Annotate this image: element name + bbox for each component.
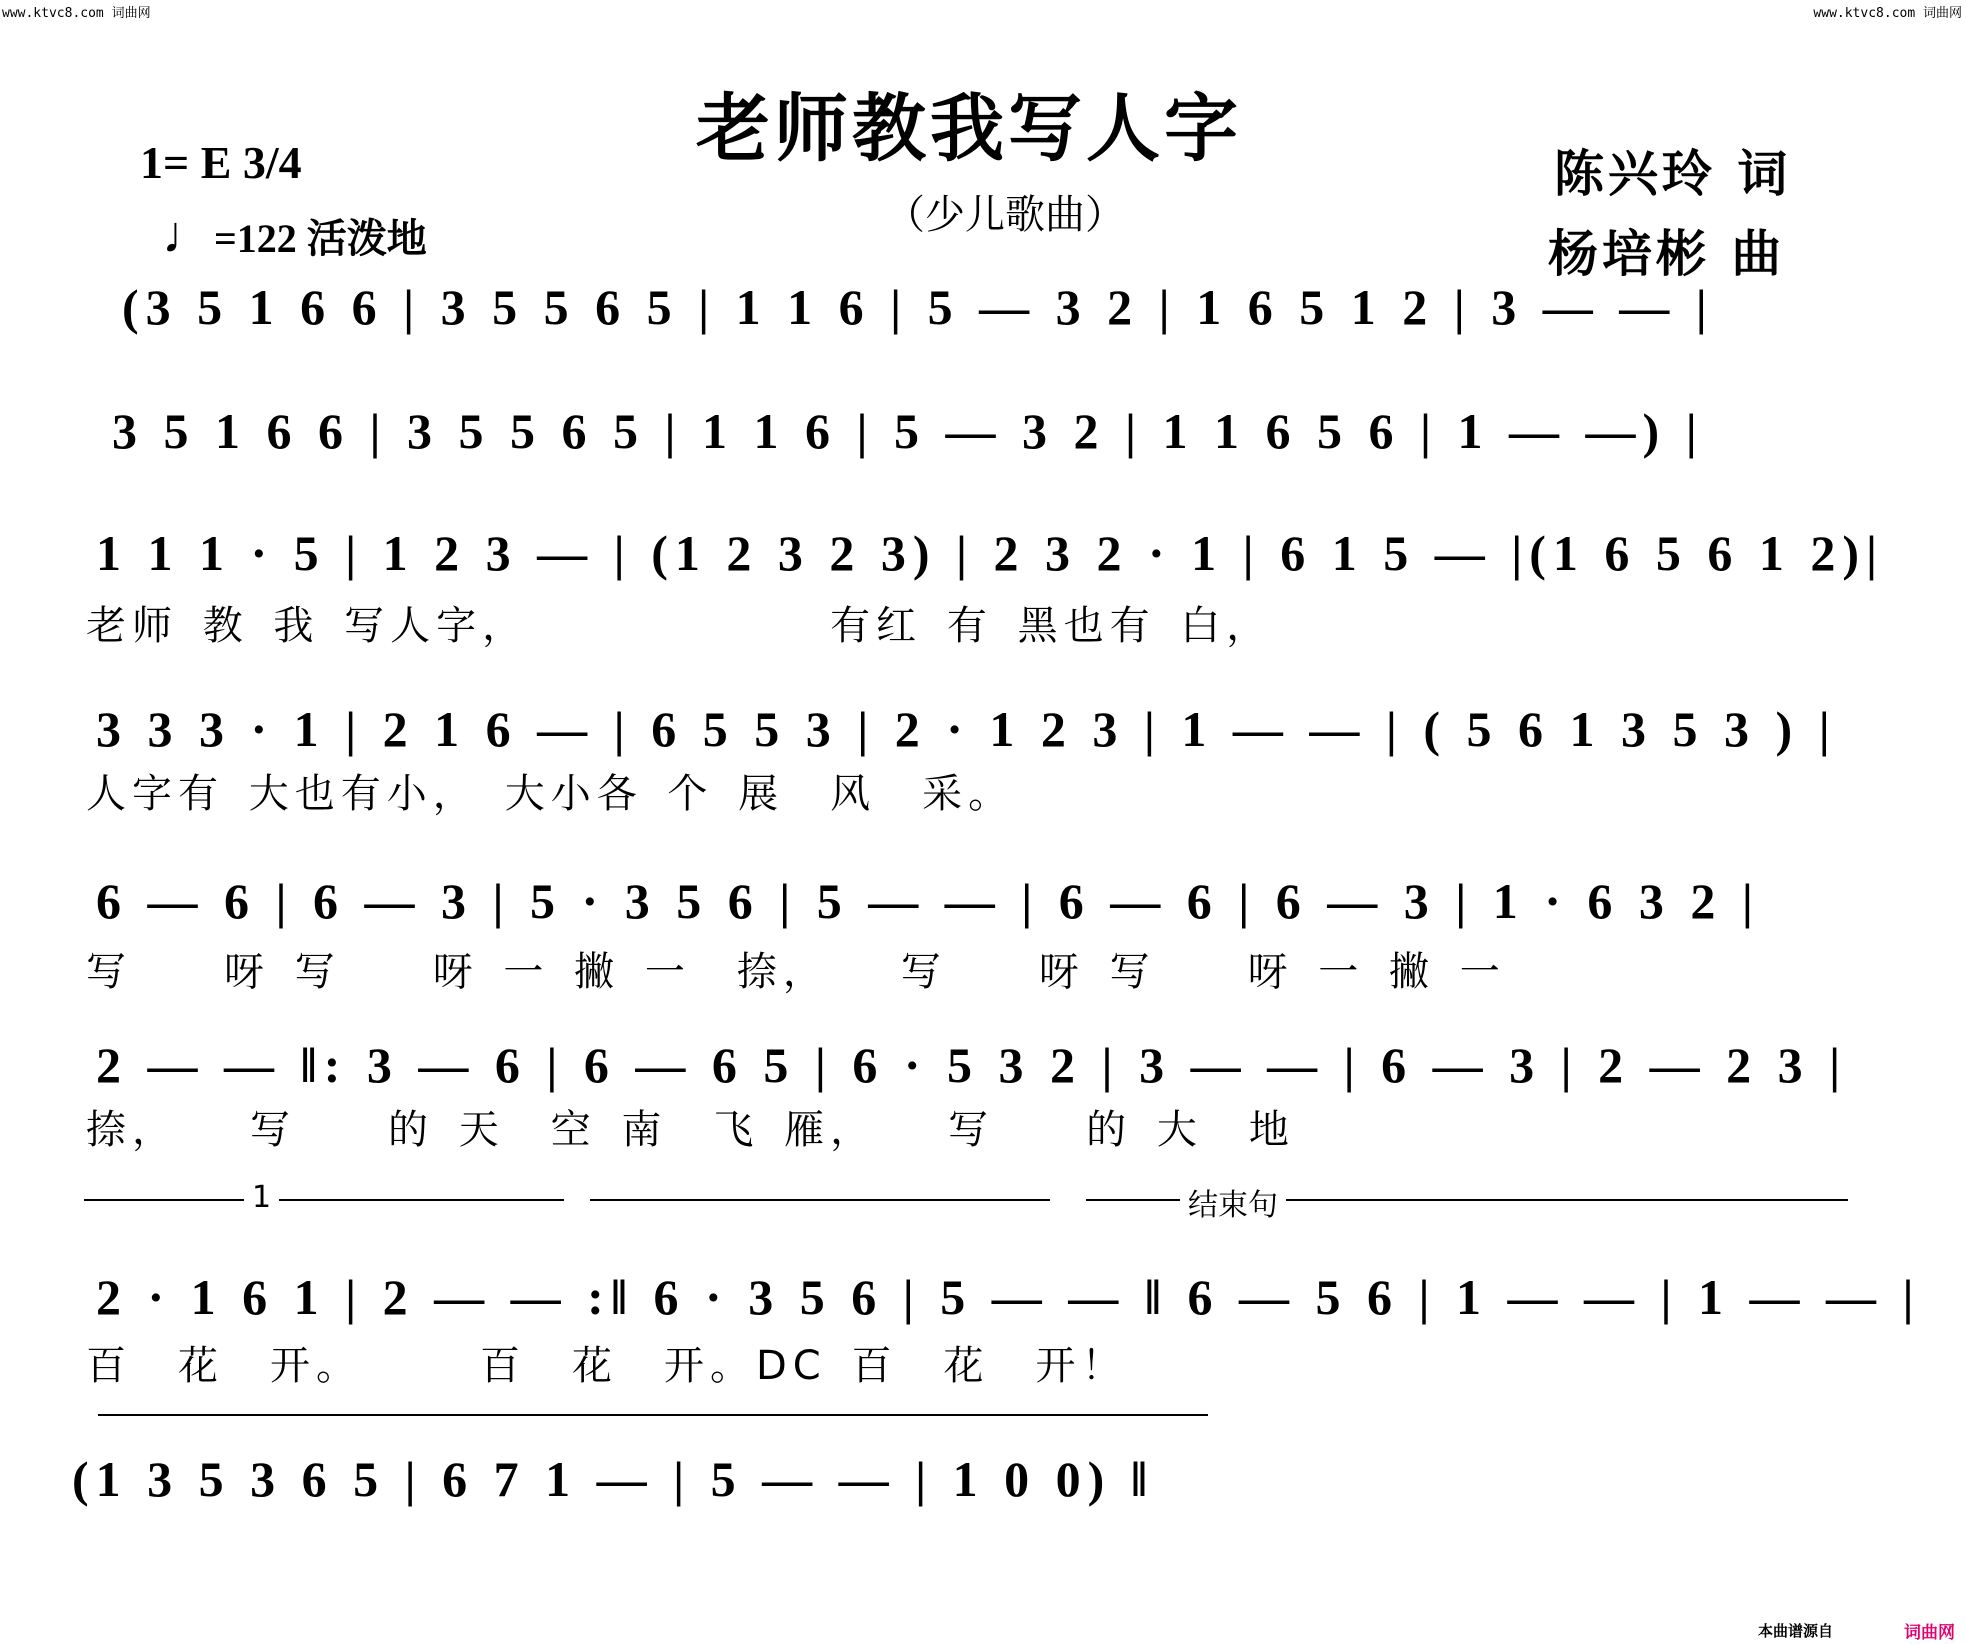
score-line-6: 2 — — ‖: 3 — 6 | 6 — 6 5 | 6 · 5 3 2 | 3 — — | 6 — 3 | 2 — 2 3 | [96, 1037, 1848, 1093]
lyric-line-5: 写 呀 写 呀 一 撇 一 捺， 写 呀 写 呀 一 撇 一 [86, 949, 1506, 995]
lyric-line-3: 老师 教 我 写人字， 有红 有 黑也有 白， [86, 603, 1273, 649]
score-line-7: 2 · 1 6 1 | 2 — — :‖ 6 · 3 5 6 | 5 — — ‖ 6 — 5 6 | 1 — — | 1 — — | [96, 1269, 1921, 1325]
score-line-2: 3 5 1 6 6 | 3 5 5 6 5 | 1 1 6 | 5 — 3 2 | 1 1 6 5 6 | 1 — —) | [112, 403, 1704, 459]
key-signature: 1= E 3/4 [140, 137, 302, 188]
quarter-note-icon: ♩ [162, 207, 214, 264]
footer-source: 本曲谱源自 [1758, 1622, 1834, 1640]
coda-slur-line [98, 1414, 1208, 1416]
lyricist-credit: 陈兴玲 词 [1554, 144, 1792, 203]
lyric-line-6: 捺， 写 的 天 空 南 飞 雁， 写 的 大 地 [86, 1107, 1295, 1153]
volta-label-1: 1 [244, 1180, 279, 1215]
watermark-left: www.ktvc8.com 词曲网 [2, 6, 151, 21]
score-line-1: (3 5 1 6 6 | 3 5 5 6 5 | 1 1 6 | 5 — 3 2 | 1 6 5 1 2 | 3 — — | [122, 279, 1714, 335]
lyric-line-7: 百 花 开。 百 花 开。DC 百 花 开！ [86, 1343, 1128, 1389]
volta-label-end: 结束句 [1180, 1180, 1286, 1224]
score-line-8: (1 3 5 3 6 5 | 6 7 1 — | 5 — — | 1 0 0) ‖ [72, 1451, 1155, 1507]
footer-brand-logo: 词曲网 [1904, 1623, 1955, 1643]
lyric-line-4: 人字有 大也有小， 大小各 个 展 风 采。 [86, 771, 1015, 817]
song-subtitle: （少儿歌曲） [885, 192, 1125, 238]
composer-credit: 杨培彬 曲 [1548, 224, 1786, 283]
volta-bracket-2 [590, 1199, 1050, 1201]
score-line-4: 3 3 3 · 1 | 2 1 6 — | 6 5 5 3 | 2 · 1 2 3 | 1 — — | ( 5 6 1 3 5 3 ) | [96, 701, 1837, 757]
volta-bracket-1 [84, 1199, 564, 1201]
song-title: 老师教我写人字 [696, 86, 1242, 172]
watermark-right: www.ktvc8.com 词曲网 [1813, 6, 1962, 21]
score-line-3: 1 1 1 · 5 | 1 2 3 — | (1 2 3 2 3) | 2 3 2 · 1 | 6 1 5 — |(1 6 5 6 1 2)| [96, 525, 1885, 581]
score-line-5: 6 — 6 | 6 — 3 | 5 · 3 5 6 | 5 — — | 6 — 6 | 6 — 3 | 1 · 6 3 2 | [96, 873, 1760, 929]
tempo-marking: ♩=122 活泼地 [162, 207, 427, 264]
